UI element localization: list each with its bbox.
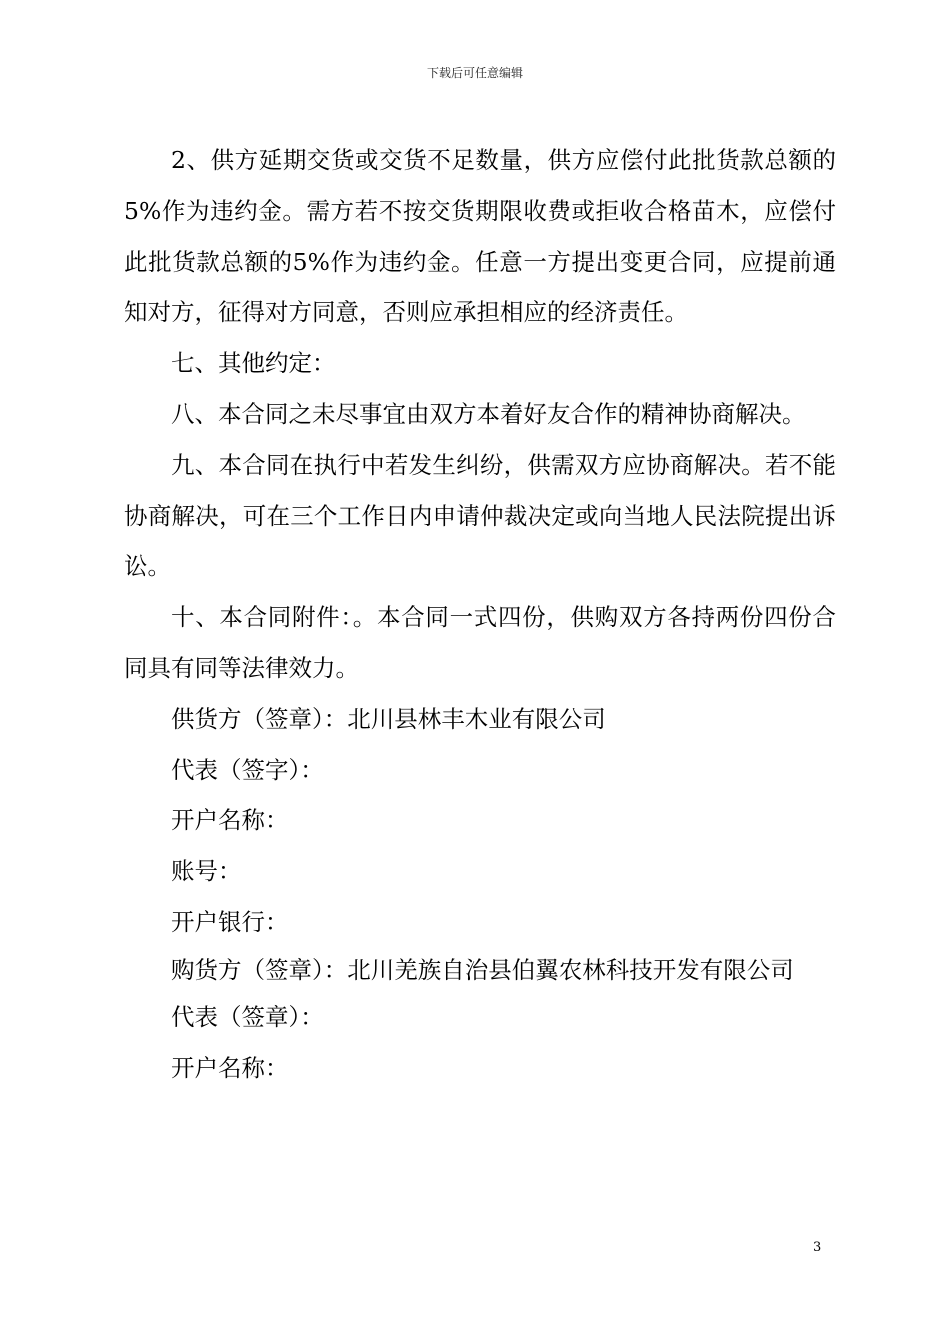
supplier-seal-line: 供货方（签章）：北川县林丰木业有限公司: [171, 704, 606, 733]
supplier-bank-line: 开户银行：: [171, 907, 289, 936]
clause-ten-attachments: 十、本合同附件：。本合同一式四份，供购双方各持两份四份合同具有同等法律效力。: [124, 603, 836, 682]
buyer-representative-line: 代表（签章）：: [171, 1002, 324, 1031]
buyer-account-name-line: 开户名称：: [171, 1053, 289, 1082]
clause-seven-other-agreements: 七、其他约定：: [171, 349, 336, 378]
supplier-account-number-line: 账号：: [171, 857, 242, 886]
page-header: 下载后可任意编辑: [426, 66, 523, 80]
page-number: 3: [813, 1240, 822, 1255]
supplier-account-name-line: 开户名称：: [171, 806, 289, 835]
clause-eight-unresolved-matters: 八、本合同之未尽事宜由双方本着好友合作的精神协商解决。: [171, 399, 806, 428]
clause-breach-penalty: 2、供方延期交货或交货不足数量，供方应偿付此批货款总额的5%作为违约金。需方若不按交货期限收费或拒收合格苗木，应偿付此批货款总额的5%作为违约金。任意一方提出变更合同，应提前通知对方，征得对方同意，否则应承担相应的经济责任。: [124, 146, 836, 327]
clause-nine-disputes: 九、本合同在执行中若发生纠纷，供需双方应协商解决。若不能协商解决，可在三个工作日内申请仲裁决定或向当地人民法院提出诉讼。: [124, 450, 836, 581]
buyer-seal-line: 购货方（签章）：北川羌族自治县伯翼农林科技开发有限公司: [171, 955, 794, 984]
supplier-representative-line: 代表（签字）：: [171, 755, 324, 784]
document-body: [124, 135, 836, 1093]
